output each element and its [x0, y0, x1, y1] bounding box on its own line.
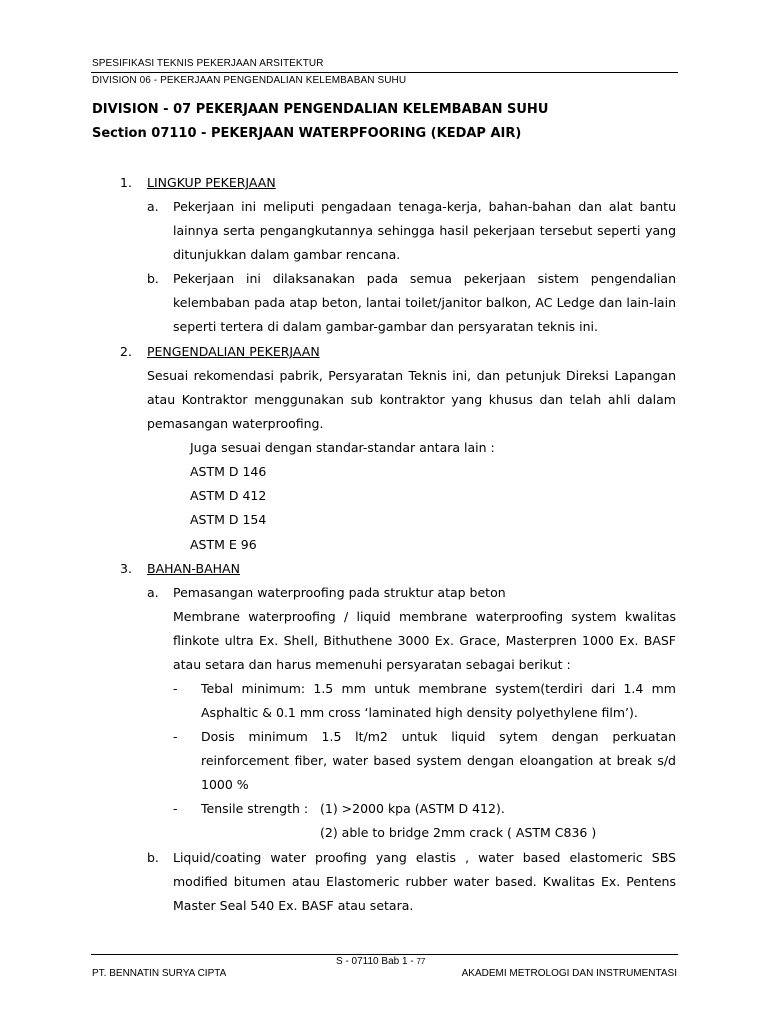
- section-2-number: 2.: [120, 344, 132, 359]
- tensile-value-1: (1) >2000 kpa (ASTM D 412).: [320, 801, 505, 816]
- standards-intro: Juga sesuai dengan standar-standar antara lain :: [190, 440, 495, 455]
- spec-item-line: Dosis minimum 1.5 lt/m2 untuk liquid sytem dengan perkuatan: [201, 729, 676, 744]
- dash-marker: -: [173, 801, 178, 816]
- footer-institution: AKADEMI METROLOGI DAN INSTRUMENTASI: [461, 968, 677, 979]
- item-1a-line: Pekerjaan ini meliputi pengadaan tenaga-kerja, bahan-bahan dan alat bantu: [173, 199, 676, 214]
- section-2-heading: PENGENDALIAN PEKERJAAN: [147, 344, 320, 359]
- item-3a-line: flinkote ultra Ex. Shell, Bithuthene 3000 Ex. Grace, Masterpren 1000 Ex. BASF: [173, 633, 676, 648]
- standard-item: ASTM D 154: [190, 512, 267, 527]
- document-body: [92, 0, 677, 1024]
- item-3b-line: modified bitumen atau Elastomeric rubber water based. Kwalitas Ex. Pentens: [173, 874, 676, 889]
- division-title: DIVISION - 07 PEKERJAAN PENGENDALIAN KELEMBABAN SUHU: [92, 102, 549, 117]
- standard-item: ASTM D 412: [190, 488, 267, 503]
- spec-item-line: Asphaltic & 0.1 mm cross ‘laminated high density polyethylene film’).: [201, 705, 638, 720]
- page-ref-label: S - 07110 Bab 1 -: [336, 956, 414, 967]
- item-3a-title: Pemasangan waterproofing pada struktur atap beton: [173, 585, 506, 600]
- tensile-label: Tensile strength :: [201, 801, 309, 816]
- item-3a-line: atau setara dan harus memenuhi persyaratan sebagai berikut :: [173, 657, 571, 672]
- footer-rule: [91, 954, 678, 955]
- page-reference: [336, 956, 425, 967]
- section-title: Section 07110 - PEKERJAAN WATERPFOORING (KEDAP AIR): [92, 126, 522, 141]
- page-number: 77: [416, 957, 426, 966]
- header-line-2: DIVISION 06 - PEKERJAAN PENGENDALIAN KELEMBABAN SUHU: [92, 75, 407, 86]
- spec-item-line: Tebal minimum: 1.5 mm untuk membrane system(terdiri dari 1.4 mm: [201, 681, 676, 696]
- standard-item: ASTM E 96: [190, 537, 257, 552]
- section-3-number: 3.: [120, 561, 132, 576]
- footer-company: PT. BENNATIN SURYA CIPTA: [92, 968, 227, 979]
- standard-item: ASTM D 146: [190, 464, 267, 479]
- item-1b-marker: b.: [147, 271, 159, 286]
- section-2-line: pemasangan waterproofing.: [147, 416, 324, 431]
- section-2-line: Sesuai rekomendasi pabrik, Persyaratan Teknis ini, dan petunjuk Direksi Lapangan: [147, 368, 676, 383]
- item-1a-line: ditunjukkan dalam gambar rencana.: [173, 247, 401, 262]
- dash-marker: -: [173, 729, 178, 744]
- section-1-heading: LINGKUP PEKERJAAN: [147, 175, 276, 190]
- tensile-value-2: (2) able to bridge 2mm crack ( ASTM C836 ): [320, 825, 597, 840]
- item-1b-line: seperti tertera di dalam gambar-gambar dan persyaratan teknis ini.: [173, 319, 598, 334]
- header-line-1: SPESIFIKASI TEKNIS PEKERJAAN ARSITEKTUR: [92, 58, 324, 69]
- dash-marker: -: [173, 681, 178, 696]
- item-1b-line: kelembaban pada atap beton, lantai toilet/janitor balkon, AC Ledge dan lain-lain: [173, 295, 676, 310]
- spec-item-line: 1000 %: [201, 777, 249, 792]
- item-3b-marker: b.: [147, 850, 159, 865]
- item-3a-line: Membrane waterproofing / liquid membrane waterproofing system kwalitas: [173, 609, 676, 624]
- item-3b-line: Master Seal 540 Ex. BASF atau setara.: [173, 898, 414, 913]
- item-1a-line: lainnya serta pengangkutannya sehingga hasil pekerjaan tersebut seperti yang: [173, 223, 676, 238]
- section-1-number: 1.: [120, 175, 132, 190]
- section-3-heading: BAHAN-BAHAN: [147, 561, 240, 576]
- item-3b-line: Liquid/coating water proofing yang elastis , water based elastomeric SBS: [173, 850, 676, 865]
- item-1a-marker: a.: [147, 199, 159, 214]
- section-2-line: atau Kontraktor menggunakan sub kontraktor yang khusus dan telah ahli dalam: [147, 392, 676, 407]
- item-3a-marker: a.: [147, 585, 159, 600]
- item-1b-line: Pekerjaan ini dilaksanakan pada semua pekerjaan sistem pengendalian: [173, 271, 676, 286]
- spec-item-line: reinforcement fiber, water based system dengan eloangation at break s/d: [201, 753, 676, 768]
